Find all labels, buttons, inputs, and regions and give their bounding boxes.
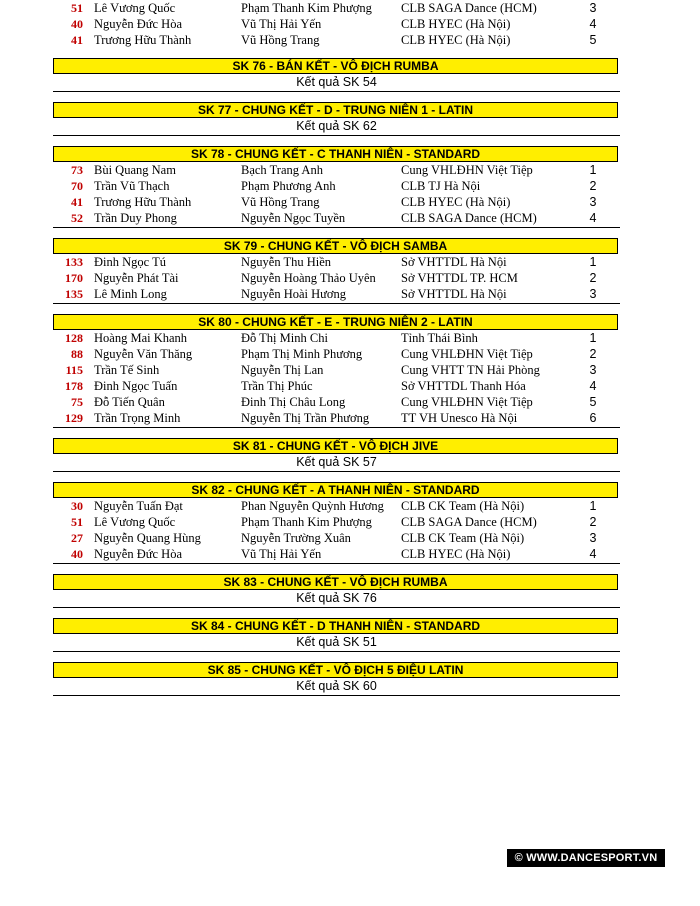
section-divider bbox=[53, 651, 620, 652]
table-row bbox=[57, 162, 620, 178]
placement: 1 bbox=[589, 255, 597, 269]
partner-1-name: Hoàng Mai Khanh bbox=[94, 331, 188, 345]
section-header: SK 84 - CHUNG KẾT - D THANH NIÊN - STANDARD bbox=[53, 618, 618, 634]
partner-1-name: Trương Hữu Thành bbox=[94, 33, 192, 47]
club-name: Sở VHTTDL Hà Nội bbox=[401, 255, 507, 269]
club-name: CLB TJ Hà Nội bbox=[401, 179, 481, 193]
table-row bbox=[57, 378, 620, 394]
bib-number: 178 bbox=[65, 379, 83, 393]
section-result-note: Kết quả SK 76 bbox=[296, 591, 377, 605]
partner-2-name: Đinh Thị Châu Long bbox=[241, 395, 346, 409]
club-name: Cung VHLĐHN Việt Tiệp bbox=[401, 163, 533, 177]
section-header: SK 80 - CHUNG KẾT - E - TRUNG NIÊN 2 - LATIN bbox=[53, 314, 618, 330]
bib-number: 129 bbox=[65, 411, 83, 425]
section-header: SK 83 - CHUNG KẾT - VÔ ĐỊCH RUMBA bbox=[53, 574, 618, 590]
placement: 4 bbox=[589, 17, 597, 31]
placement: 4 bbox=[589, 211, 597, 225]
section-divider bbox=[53, 607, 620, 608]
club-name: CLB CK Team (Hà Nội) bbox=[401, 499, 525, 513]
bib-number: 41 bbox=[71, 195, 83, 209]
partner-1-name: Trần Trọng Minh bbox=[94, 411, 181, 425]
section-divider bbox=[53, 471, 620, 472]
partner-1-name: Bùi Quang Nam bbox=[94, 163, 176, 177]
club-name: CLB SAGA Dance (HCM) bbox=[401, 1, 537, 15]
partner-2-name: Nguyễn Hoàng Thảo Uyên bbox=[241, 271, 376, 285]
club-name: CLB HYEC (Hà Nội) bbox=[401, 17, 511, 31]
section-result-note: Kết quả SK 51 bbox=[296, 635, 377, 649]
partner-1-name: Nguyễn Văn Thăng bbox=[94, 347, 193, 361]
placement: 5 bbox=[589, 33, 597, 47]
partner-2-name: Vũ Hồng Trang bbox=[241, 195, 320, 209]
bib-number: 52 bbox=[71, 211, 83, 225]
table-row bbox=[57, 346, 620, 362]
section-divider bbox=[53, 303, 620, 304]
club-name: Cung VHLĐHN Việt Tiệp bbox=[401, 395, 533, 409]
bib-number: 70 bbox=[71, 179, 83, 193]
bib-number: 128 bbox=[65, 331, 83, 345]
partner-1-name: Trần Duy Phong bbox=[94, 211, 177, 225]
bib-number: 170 bbox=[65, 271, 83, 285]
partner-1-name: Lê Vương Quốc bbox=[94, 515, 176, 529]
table-row bbox=[57, 32, 620, 48]
partner-1-name: Đinh Ngọc Tú bbox=[94, 255, 166, 269]
club-name: TT VH Unesco Hà Nội bbox=[401, 411, 518, 425]
table-row bbox=[57, 514, 620, 530]
partner-2-name: Phạm Thanh Kim Phượng bbox=[241, 515, 372, 529]
club-name: Sở VHTTDL Thanh Hóa bbox=[401, 379, 526, 393]
section-divider bbox=[53, 695, 620, 696]
partner-1-name: Lê Vương Quốc bbox=[94, 1, 176, 15]
club-name: CLB SAGA Dance (HCM) bbox=[401, 515, 537, 529]
partner-2-name: Nguyễn Thị Trần Phương bbox=[241, 411, 370, 425]
bib-number: 51 bbox=[71, 1, 83, 15]
placement: 3 bbox=[589, 531, 597, 545]
section-divider bbox=[53, 563, 620, 564]
partner-1-name: Đinh Ngọc Tuấn bbox=[94, 379, 178, 393]
partner-2-name: Phạm Thị Minh Phương bbox=[241, 347, 363, 361]
placement: 1 bbox=[589, 331, 597, 345]
section-result-note: Kết quả SK 60 bbox=[296, 679, 377, 693]
table-row bbox=[57, 210, 620, 226]
section-result-note: Kết quả SK 57 bbox=[296, 455, 377, 469]
placement: 3 bbox=[589, 363, 597, 377]
bib-number: 133 bbox=[65, 255, 83, 269]
partner-2-name: Đỗ Thị Minh Chi bbox=[241, 331, 328, 345]
partner-1-name: Nguyễn Tuấn Đạt bbox=[94, 499, 183, 513]
club-name: Cung VHLĐHN Việt Tiệp bbox=[401, 347, 533, 361]
bib-number: 75 bbox=[71, 395, 83, 409]
table-row bbox=[57, 178, 620, 194]
club-name: Tỉnh Thái Bình bbox=[401, 331, 478, 345]
table-row bbox=[57, 270, 620, 286]
table-row bbox=[57, 194, 620, 210]
table-row bbox=[57, 498, 620, 514]
section-header: SK 81 - CHUNG KẾT - VÔ ĐỊCH JIVE bbox=[53, 438, 618, 454]
bib-number: 41 bbox=[71, 33, 83, 47]
partner-2-name: Phan Nguyễn Quỳnh Hương bbox=[241, 499, 384, 513]
section-header: SK 76 - BÁN KẾT - VÔ ĐỊCH RUMBA bbox=[53, 58, 618, 74]
partner-1-name: Nguyễn Quang Hùng bbox=[94, 531, 201, 545]
partner-1-name: Nguyễn Đức Hòa bbox=[94, 17, 183, 31]
table-row bbox=[57, 394, 620, 410]
bib-number: 115 bbox=[65, 363, 83, 377]
bib-number: 40 bbox=[71, 17, 83, 31]
placement: 2 bbox=[589, 179, 597, 193]
bib-number: 51 bbox=[71, 515, 83, 529]
club-name: Sở VHTTDL TP. HCM bbox=[401, 271, 518, 285]
table-row bbox=[57, 254, 620, 270]
partner-2-name: Bạch Trang Anh bbox=[241, 163, 323, 177]
section-result-note: Kết quả SK 62 bbox=[296, 119, 377, 133]
table-row bbox=[57, 546, 620, 562]
partner-2-name: Nguyễn Thu Hiền bbox=[241, 255, 332, 269]
table-row bbox=[57, 410, 620, 426]
club-name: CLB HYEC (Hà Nội) bbox=[401, 33, 511, 47]
section-header: SK 77 - CHUNG KẾT - D - TRUNG NIÊN 1 - LATIN bbox=[53, 102, 618, 118]
partner-2-name: Trần Thị Phúc bbox=[241, 379, 313, 393]
partner-2-name: Nguyễn Hoài Hương bbox=[241, 287, 347, 301]
placement: 2 bbox=[589, 271, 597, 285]
section-header: SK 82 - CHUNG KẾT - A THANH NIÊN - STANDARD bbox=[53, 482, 618, 498]
placement: 3 bbox=[589, 195, 597, 209]
club-name: Sở VHTTDL Hà Nội bbox=[401, 287, 507, 301]
table-row bbox=[57, 530, 620, 546]
section-divider bbox=[53, 427, 620, 428]
partner-1-name: Trần Vũ Thạch bbox=[94, 179, 170, 193]
partner-2-name: Nguyễn Thị Lan bbox=[241, 363, 324, 377]
section-header: SK 85 - CHUNG KẾT - VÔ ĐỊCH 5 ĐIỆU LATIN bbox=[53, 662, 618, 678]
club-name: CLB HYEC (Hà Nội) bbox=[401, 547, 511, 561]
club-name: CLB HYEC (Hà Nội) bbox=[401, 195, 511, 209]
table-row bbox=[57, 16, 620, 32]
placement: 3 bbox=[589, 1, 597, 15]
partner-2-name: Vũ Hồng Trang bbox=[241, 33, 320, 47]
partner-2-name: Nguyễn Ngọc Tuyền bbox=[241, 211, 346, 225]
placement: 1 bbox=[589, 499, 597, 513]
club-name: CLB SAGA Dance (HCM) bbox=[401, 211, 537, 225]
section-header: SK 78 - CHUNG KẾT - C THANH NIÊN - STANDARD bbox=[53, 146, 618, 162]
partner-2-name: Phạm Thanh Kim Phượng bbox=[241, 1, 372, 15]
section-header: SK 79 - CHUNG KẾT - VÔ ĐỊCH SAMBA bbox=[53, 238, 618, 254]
section-divider bbox=[53, 135, 620, 136]
partner-1-name: Trần Tế Sinh bbox=[94, 363, 160, 377]
club-name: Cung VHTT TN Hải Phòng bbox=[401, 363, 540, 377]
section-divider bbox=[53, 91, 620, 92]
partner-1-name: Lê Minh Long bbox=[94, 287, 167, 301]
placement: 1 bbox=[589, 163, 597, 177]
placement: 2 bbox=[589, 347, 597, 361]
section-divider bbox=[53, 227, 620, 228]
section-result-note: Kết quả SK 54 bbox=[296, 75, 377, 89]
partner-2-name: Phạm Phương Anh bbox=[241, 179, 336, 193]
bib-number: 73 bbox=[71, 163, 83, 177]
bib-number: 88 bbox=[71, 347, 83, 361]
partner-1-name: Nguyễn Đức Hòa bbox=[94, 547, 183, 561]
placement: 4 bbox=[589, 379, 597, 393]
placement: 5 bbox=[589, 395, 597, 409]
bib-number: 27 bbox=[71, 531, 83, 545]
table-row bbox=[57, 330, 620, 346]
club-name: CLB CK Team (Hà Nội) bbox=[401, 531, 525, 545]
partner-2-name: Vũ Thị Hải Yến bbox=[241, 547, 322, 561]
partner-1-name: Nguyễn Phát Tài bbox=[94, 271, 179, 285]
placement: 6 bbox=[589, 411, 597, 425]
bib-number: 40 bbox=[71, 547, 83, 561]
placement: 4 bbox=[589, 547, 597, 561]
bib-number: 30 bbox=[71, 499, 83, 513]
table-row bbox=[57, 362, 620, 378]
table-row bbox=[57, 0, 620, 16]
watermark: © WWW.DANCESPORT.VN bbox=[507, 849, 665, 867]
partner-1-name: Trương Hữu Thành bbox=[94, 195, 192, 209]
placement: 2 bbox=[589, 515, 597, 529]
bib-number: 135 bbox=[65, 287, 83, 301]
partner-1-name: Đỗ Tiến Quân bbox=[94, 395, 165, 409]
partner-2-name: Vũ Thị Hải Yến bbox=[241, 17, 322, 31]
partner-2-name: Nguyễn Trường Xuân bbox=[241, 531, 351, 545]
table-row bbox=[57, 286, 620, 302]
placement: 3 bbox=[589, 287, 597, 301]
